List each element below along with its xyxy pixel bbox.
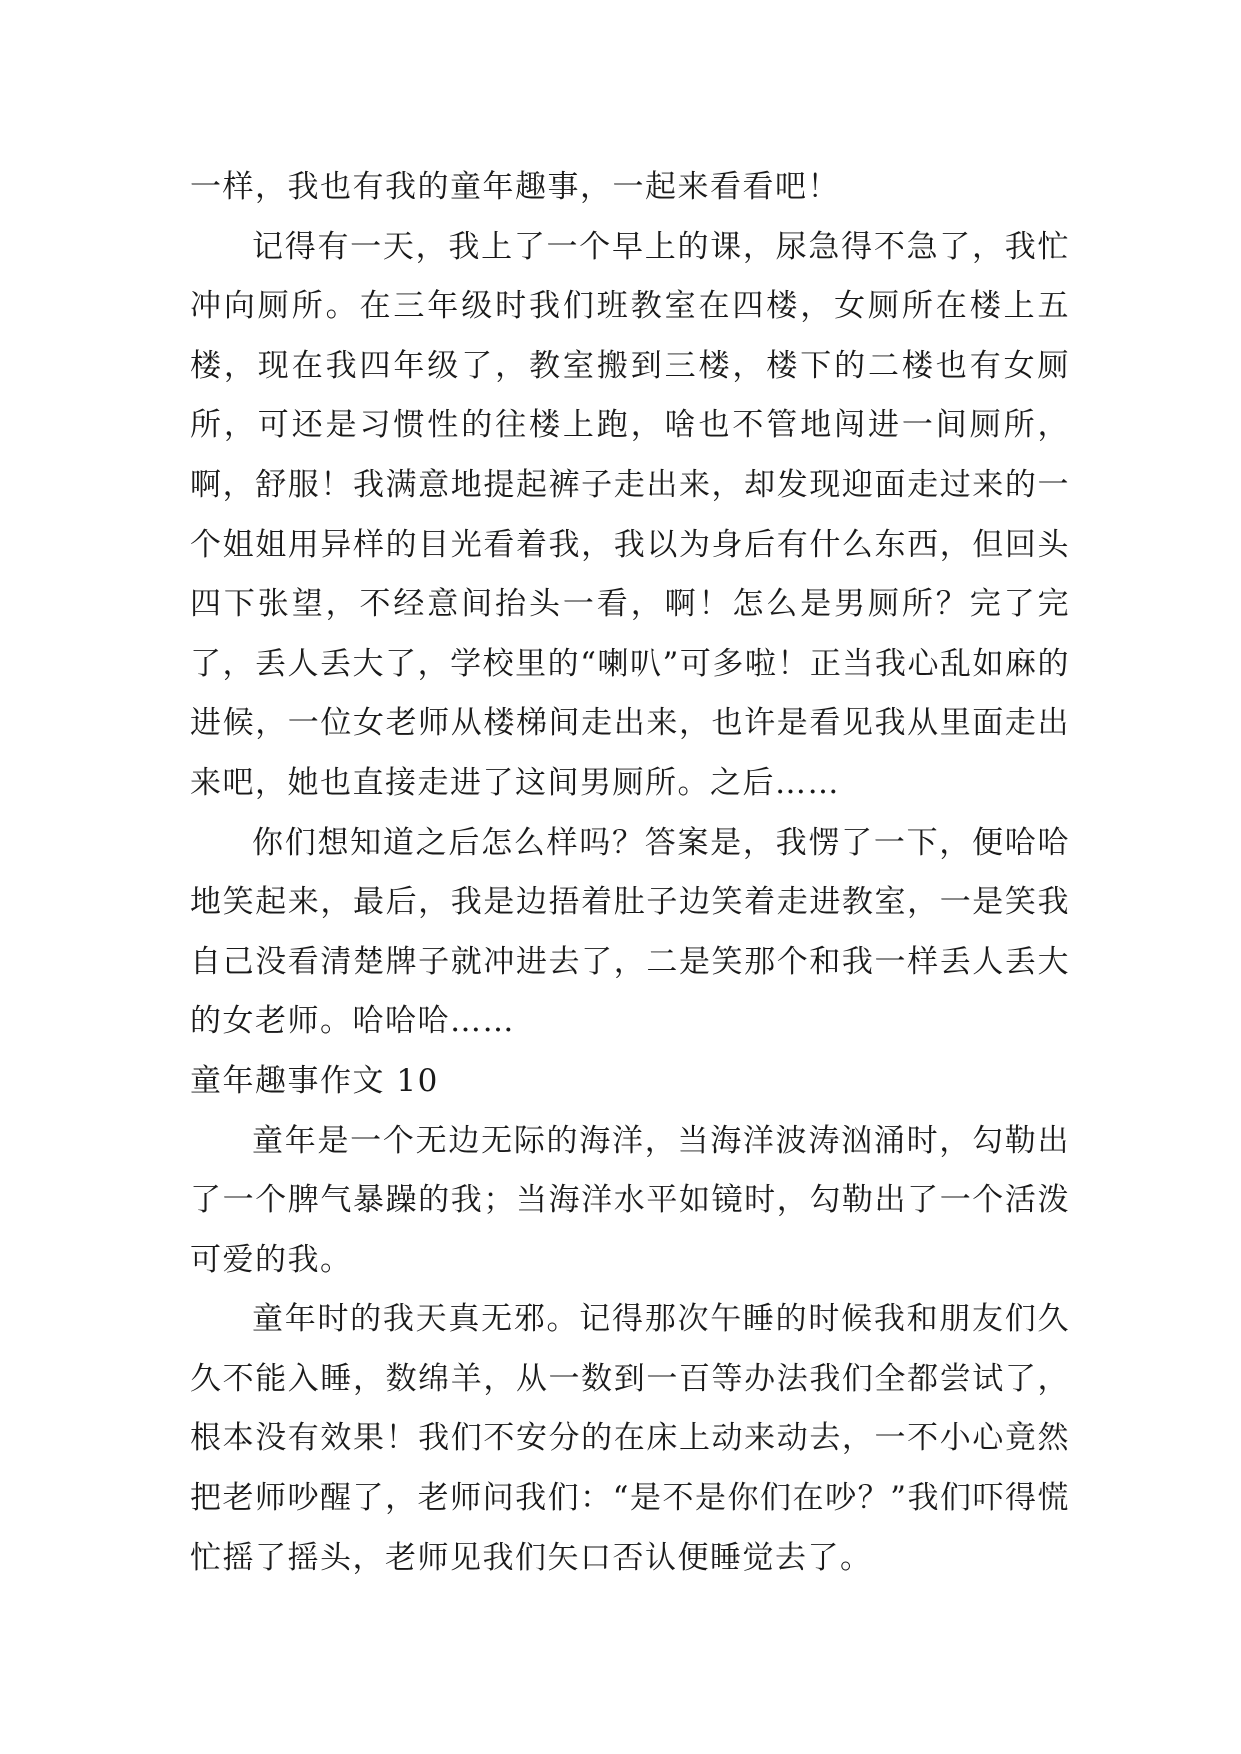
paragraph-restroom-story: 记得有一天，我上了一个早上的课，尿急得不急了，我忙冲向厕所。在三年级时我们班教室在四楼，女厕所在楼上五楼，现在我四年级了，教室搬到三楼，楼下的二楼也有女厕所，可还是习惯性的往楼上跑，啥也不管地闯进一间厕所，啊，舒服！我满意地提起裤子走出来，却发现迎面走过来的一个姐姐用异样的目光看着我，我以为身后有什么东西，但回头四下张望，不经意间抬头一看，啊！怎么是男厕所？完了完了，丢人丢大了，学校里的“喇叭”可多啦！正当我心乱如麻的进候，一位女老师从楼梯间走出来，也许是看见我从里面走出来吧，她也直接走进了这间男厕所。之后…… [190, 228, 1070, 801]
essay-heading: 童年趣事作文 10 [190, 1062, 439, 1099]
paragraph-nap-story: 童年时的我天真无邪。记得那次午睡的时候我和朋友们久久不能入睡，数绵羊，从一数到一百等办法我们全都尝试了，根本没有效果！我们不安分的在床上动来动去，一不小心竟然把老师吵醒了，老师问我们：“是不是你们在吵？”我们吓得慌忙摇了摇头，老师见我们矢口否认便睡觉去了。 [190, 1301, 1070, 1576]
paragraph-continuation: 一样，我也有我的童年趣事，一起来看看吧！ [190, 169, 840, 205]
paragraph-childhood-ocean: 童年是一个无边无际的海洋，当海洋波涛汹涌时，勾勒出了一个脾气暴躁的我；当海洋水平如镜时，勾勒出了一个活泼可爱的我。 [190, 1122, 1070, 1278]
paragraph-story-ending: 你们想知道之后怎么样吗？答案是，我愣了一下，便哈哈地笑起来，最后，我是边捂着肚子边笑着走进教室，一是笑我自己没看清楚牌子就冲进去了，二是笑那个和我一样丢人丢大的女老师。哈哈哈…… [190, 824, 1070, 1040]
document-body [190, 158, 1070, 1588]
